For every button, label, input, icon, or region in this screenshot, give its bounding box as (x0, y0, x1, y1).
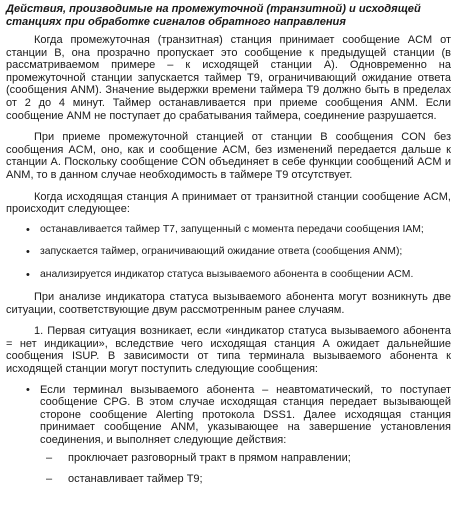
list-item-text: Если терминал вызываемого абонента – неавтоматический, то поступает сообщение CPG. В этом случае исходящая станция передает вызывающей стороне сообщение Alerting протокола DSS1. Далее исходящая станция принимает сообщение ANM, указывающее на завершение установления соединения, и выполняет следующие действия: (40, 383, 451, 446)
list-item: • останавливается таймер T7, запущенный с момента передачи сообщения IAM; (6, 224, 451, 236)
paragraph-status-analysis: При анализе индикатора статуса вызываемого абонента могут возникнуть две ситуации, соответствующие двум рассмотренным ранее случаям. (6, 290, 451, 316)
paragraph-transit-acm: Когда промежуточная (транзитная) станция принимает сообщение ACM от станции B, она прозрачно пропускает это сообщение к предыдущей станции (в рассматриваемом примере – к исходящей станции A). Одновременно на промежуточной станции запускается таймер T9, ограничивающий ожидание ответа (сообщения ANM). Значение выдержки времени таймера T9 должно быть в пределах от 2 до 4 минут. Таймер останавливается при приеме сообщения ANM. Если сообщение ANM не поступает до срабатывания таймера, соединение разрушается. (6, 34, 451, 122)
paragraph-transit-con: При приеме промежуточной станцией от станции B сообщения CON без сообщения ACM, оно, как и сообщение ACM, без изменений передается дальше к станции A. Поскольку сообщение CON объединяет в себе функции сообщений ACM и ANM, то в данном случае необходимость в таймере T9 отсутствует. (6, 131, 451, 181)
dash-list (6, 452, 451, 485)
bullet-marker: • (26, 383, 30, 396)
list-item (6, 473, 451, 486)
bullet-list (6, 224, 451, 281)
section-heading: Действия, производимые на промежуточной (транзитной) и исходящей станциях при обработке сигналов обратного направления (6, 3, 421, 28)
list-item-text: останавливает таймер T9; (68, 473, 203, 486)
dash-marker: – (46, 452, 53, 465)
list-item: • запускается таймер, ограничивающий ожидание ответа (сообщения ANM); (6, 246, 451, 258)
paragraph-first-situation: 1. Первая ситуация возникает, если «индикатор статуса вызываемого абонента = нет индикации», вследствие чего исходящая станция A ожидает дальнейшие сообщения ISUP. В зависимости от типа терминала вызываемого абонента к исходящей станции могут поступить следующие сообщения: (6, 325, 451, 375)
list-item-manual-terminal (6, 384, 451, 447)
list-item (6, 452, 451, 465)
list-item-text: проключает разговорный тракт в прямом направлении; (68, 452, 351, 465)
list-item: • анализируется индикатор статуса вызываемого абонента в сообщении ACM. (6, 269, 451, 281)
document-page (0, 3, 455, 506)
dash-marker: – (46, 473, 53, 486)
paragraph-origin-acm: Когда исходящая станция A принимает от транзитной станции сообщение ACM, происходит следующее: (6, 190, 451, 216)
